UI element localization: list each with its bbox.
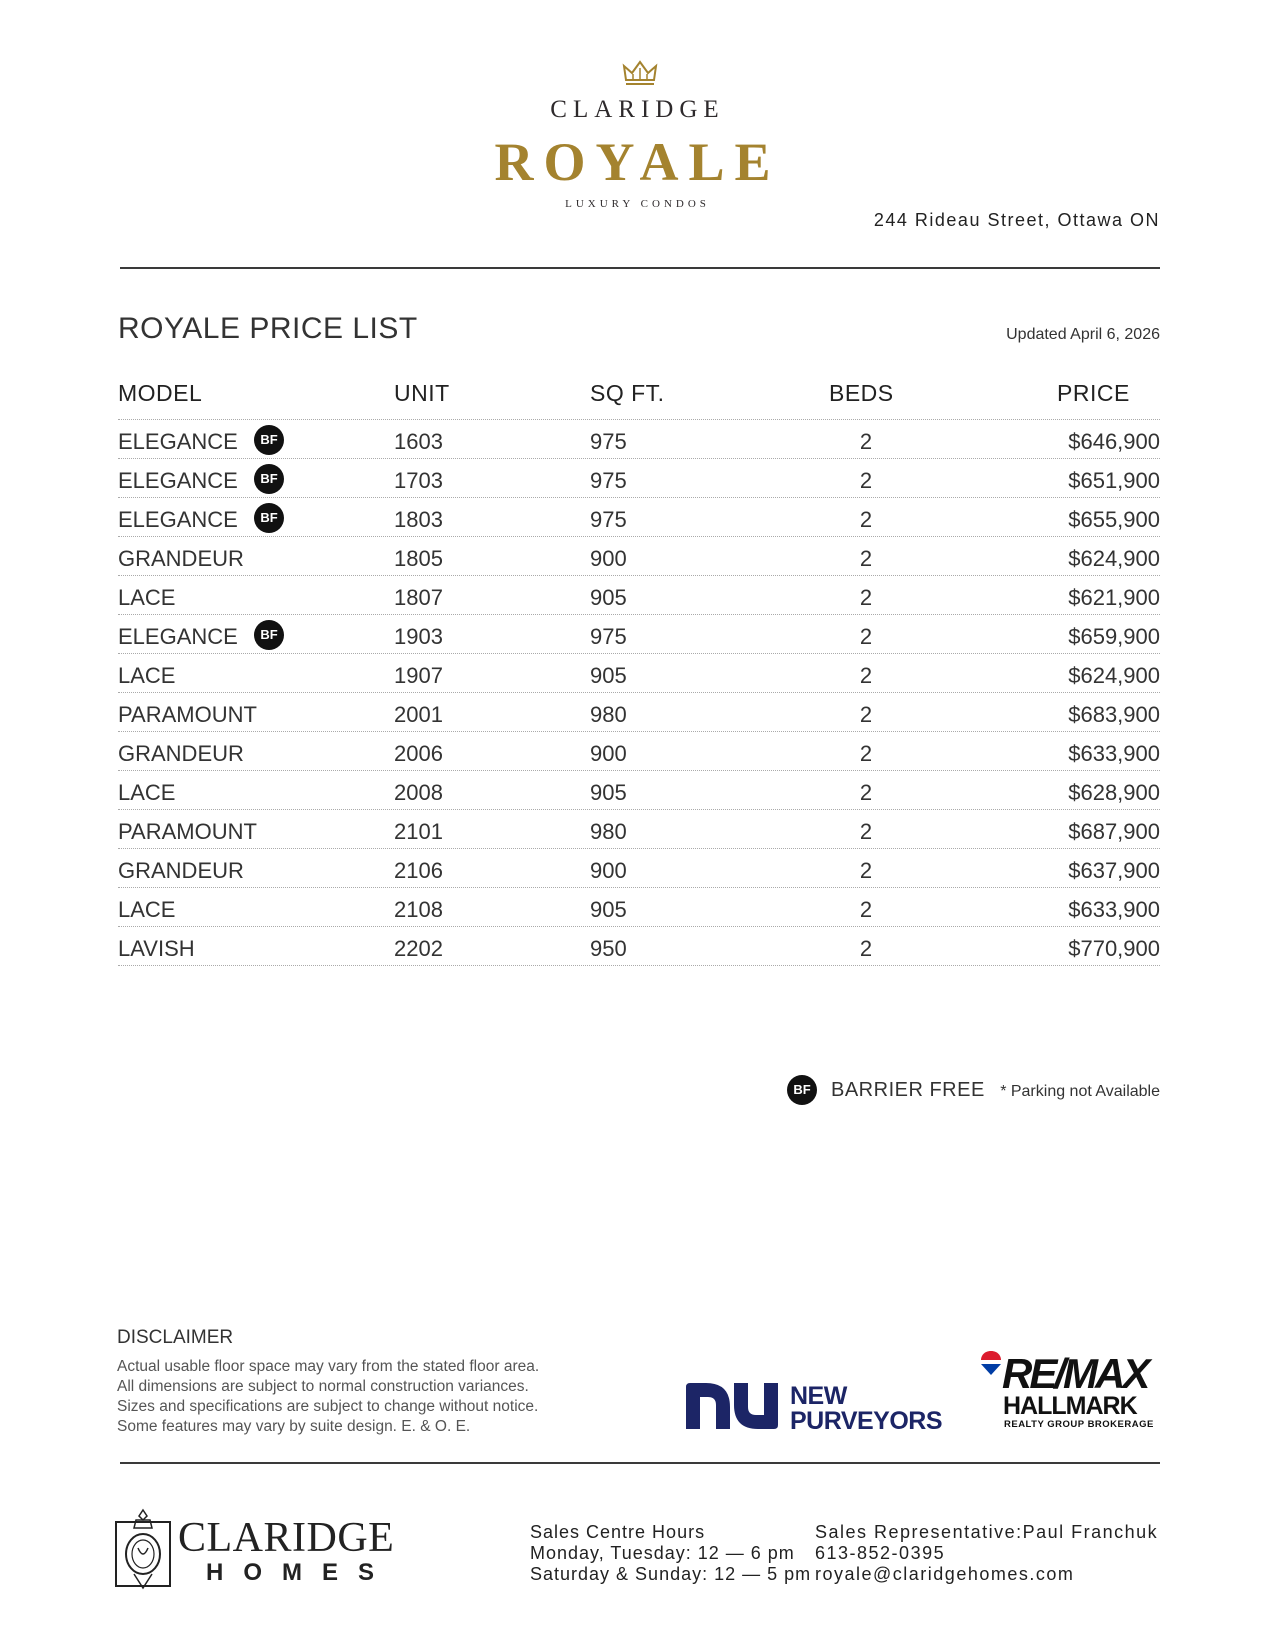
table-row xyxy=(118,848,1160,887)
price-cell: $651,900 xyxy=(1068,468,1160,493)
table-row xyxy=(118,926,1160,966)
bottom-divider xyxy=(120,1462,1160,1464)
beds-cell: 2 xyxy=(859,429,873,454)
price-cell: $633,900 xyxy=(1068,897,1160,922)
model-cell: ELEGANCE xyxy=(118,429,238,454)
unit-cell: 2106 xyxy=(394,858,443,883)
model-cell: LACE xyxy=(118,585,176,610)
model-cell: LACE xyxy=(118,897,176,922)
column-header-beds: BEDS xyxy=(829,380,894,406)
beds-cell: 2 xyxy=(859,741,873,766)
table-row xyxy=(118,731,1160,770)
claridge-homes-logo-top: CLARIDGE xyxy=(178,1515,395,1561)
brand-tagline: LUXURY CONDOS xyxy=(565,198,710,210)
brand-name-main: ROYALE xyxy=(494,132,781,192)
beds-cell: 2 xyxy=(859,780,873,805)
rep-phone[interactable]: 613-852-0395 xyxy=(815,1543,946,1563)
sqft-cell: 975 xyxy=(590,468,627,493)
price-cell: $770,900 xyxy=(1068,936,1160,961)
beds-cell: 2 xyxy=(859,468,873,493)
table-row xyxy=(118,692,1160,731)
beds-cell: 2 xyxy=(859,858,873,883)
claridge-homes-logo-bottom: HOMES xyxy=(206,1559,395,1586)
address: 244 Rideau Street, Ottawa ON xyxy=(873,210,1160,230)
disclaimer-line: Actual usable floor space may vary from the stated floor area. xyxy=(117,1358,540,1375)
rep-email[interactable]: royale@claridgehomes.com xyxy=(815,1564,1075,1584)
model-cell: LACE xyxy=(118,780,176,805)
model-cell: GRANDEUR xyxy=(118,741,244,766)
price-cell: $637,900 xyxy=(1068,858,1160,883)
beds-cell: 2 xyxy=(859,585,873,610)
barrier-free-badge: BF xyxy=(254,503,284,533)
sales-representative xyxy=(815,1522,1158,1585)
crown-icon xyxy=(620,58,660,88)
model-cell: PARAMOUNT xyxy=(118,819,257,844)
new-purveyors-wordmark: NEW PURVEYORS xyxy=(790,1382,943,1435)
top-divider xyxy=(120,267,1160,269)
barrier-free-badge: BF xyxy=(787,1075,817,1105)
model-cell: GRANDEUR xyxy=(118,546,244,571)
barrier-free-badge: BF xyxy=(254,425,284,455)
rep-name: Sales Representative:Paul Franchuk xyxy=(815,1522,1159,1542)
updated-date: Updated April 6, 2026 xyxy=(1006,326,1160,343)
model-cell: GRANDEUR xyxy=(118,858,244,883)
price-cell: $624,900 xyxy=(1068,546,1160,571)
unit-cell: 1603 xyxy=(394,429,443,454)
unit-cell: 1903 xyxy=(394,624,443,649)
sqft-cell: 905 xyxy=(590,780,627,805)
unit-cell: 1805 xyxy=(394,546,443,571)
table-row xyxy=(118,458,1160,497)
price-cell: $624,900 xyxy=(1068,663,1160,688)
price-cell: $655,900 xyxy=(1068,507,1160,532)
unit-cell: 1807 xyxy=(394,585,443,610)
sqft-cell: 900 xyxy=(590,741,627,766)
price-cell: $659,900 xyxy=(1068,624,1160,649)
disclaimer-text xyxy=(117,1357,539,1437)
beds-cell: 2 xyxy=(859,546,873,571)
unit-cell: 1703 xyxy=(394,468,443,493)
unit-cell: 1907 xyxy=(394,663,443,688)
model-cell: ELEGANCE xyxy=(118,507,238,532)
beds-cell: 2 xyxy=(859,819,873,844)
sqft-cell: 975 xyxy=(590,507,627,532)
unit-cell: 2202 xyxy=(394,936,443,961)
model-cell: PARAMOUNT xyxy=(118,702,257,727)
table-row xyxy=(118,809,1160,848)
price-cell: $633,900 xyxy=(1068,741,1160,766)
door-knocker-emblem-icon xyxy=(114,1508,172,1592)
disclaimer-line: Sizes and specifications are subject to change without notice. xyxy=(117,1398,539,1415)
table-row xyxy=(118,536,1160,575)
column-header-sqft: SQ FT. xyxy=(590,380,665,406)
model-cell: ELEGANCE xyxy=(118,624,238,649)
table-row xyxy=(118,770,1160,809)
price-table xyxy=(118,419,1160,966)
unit-cell: 2006 xyxy=(394,741,443,766)
beds-cell: 2 xyxy=(859,702,873,727)
beds-cell: 2 xyxy=(859,507,873,532)
remax-wordmark: RE/MAX xyxy=(1002,1350,1148,1397)
table-row xyxy=(118,653,1160,692)
unit-cell: 1803 xyxy=(394,507,443,532)
sqft-cell: 975 xyxy=(590,429,627,454)
beds-cell: 2 xyxy=(859,897,873,922)
table-row xyxy=(118,497,1160,536)
beds-cell: 2 xyxy=(859,663,873,688)
barrier-free-badge: BF xyxy=(254,464,284,494)
model-cell: LACE xyxy=(118,663,176,688)
table-row xyxy=(118,575,1160,614)
sqft-cell: 950 xyxy=(590,936,627,961)
new-purveyors-logo-icon xyxy=(686,1383,786,1429)
sqft-cell: 905 xyxy=(590,897,627,922)
table-row xyxy=(118,614,1160,653)
hours-weekday: Monday, Tuesday: 12 — 6 pm xyxy=(530,1543,795,1563)
unit-cell: 2101 xyxy=(394,819,443,844)
price-cell: $646,900 xyxy=(1068,429,1160,454)
beds-cell: 2 xyxy=(859,624,873,649)
sales-centre-hours xyxy=(530,1522,811,1585)
sqft-cell: 975 xyxy=(590,624,627,649)
table-row xyxy=(118,419,1160,458)
column-header-price: PRICE xyxy=(1057,380,1130,406)
disclaimer-line: All dimensions are subject to normal construction variances. xyxy=(117,1378,529,1395)
remax-hallmark: HALLMARK xyxy=(1003,1392,1137,1420)
unit-cell: 2001 xyxy=(394,702,443,727)
disclaimer-title: DISCLAIMER xyxy=(117,1327,234,1348)
unit-cell: 2108 xyxy=(394,897,443,922)
barrier-free-badge: BF xyxy=(254,620,284,650)
model-cell: LAVISH xyxy=(118,936,195,961)
beds-cell: 2 xyxy=(859,936,873,961)
price-cell: $621,900 xyxy=(1068,585,1160,610)
unit-cell: 2008 xyxy=(394,780,443,805)
price-cell: $683,900 xyxy=(1068,702,1160,727)
page-title: ROYALE PRICE LIST xyxy=(118,312,418,345)
hours-title: Sales Centre Hours xyxy=(530,1522,706,1542)
parking-note: * Parking not Available xyxy=(1000,1083,1160,1100)
sqft-cell: 905 xyxy=(590,585,627,610)
hours-weekend: Saturday & Sunday: 12 — 5 pm xyxy=(530,1564,812,1584)
sqft-cell: 900 xyxy=(590,858,627,883)
table-row xyxy=(118,887,1160,926)
brand-name-top: CLARIDGE xyxy=(550,96,725,123)
sqft-cell: 900 xyxy=(590,546,627,571)
model-cell: ELEGANCE xyxy=(118,468,238,493)
column-header-unit: UNIT xyxy=(394,380,450,406)
sqft-cell: 905 xyxy=(590,663,627,688)
disclaimer-line: Some features may vary by suite design. E. & O. E. xyxy=(117,1418,471,1435)
column-header-model: MODEL xyxy=(118,380,203,406)
price-cell: $687,900 xyxy=(1068,819,1160,844)
barrier-free-label: BARRIER FREE xyxy=(831,1079,985,1101)
sqft-cell: 980 xyxy=(590,702,627,727)
remax-brokerage: REALTY GROUP BROKERAGE xyxy=(1004,1419,1154,1430)
hot-air-balloon-icon xyxy=(980,1350,1002,1376)
sqft-cell: 980 xyxy=(590,819,627,844)
price-cell: $628,900 xyxy=(1068,780,1160,805)
